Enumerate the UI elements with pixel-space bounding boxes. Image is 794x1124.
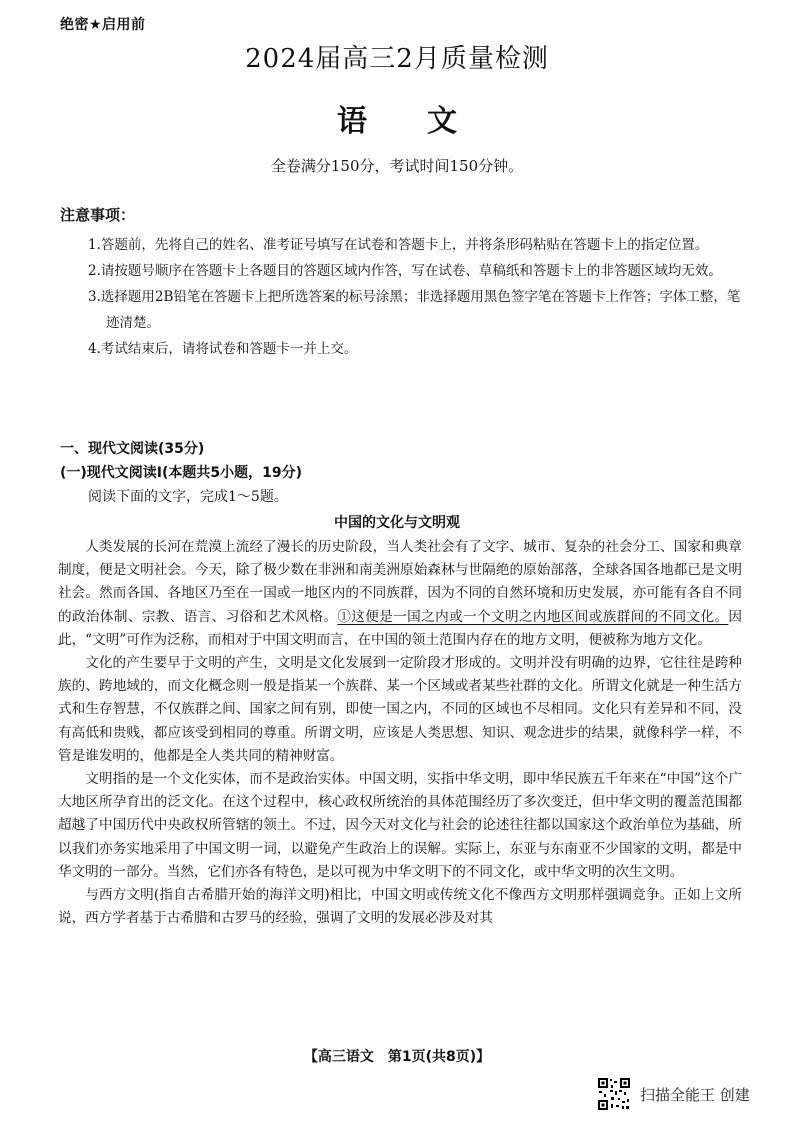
article-paragraph-1 bbox=[58, 536, 742, 652]
full-mark-note: 全卷满分150分，考试时间150分钟。 bbox=[270, 157, 524, 175]
notice-item-4: 4.考试结束后，请将试卷和答题卡一并上交。 bbox=[88, 341, 358, 357]
notice-item-2: 2.请按题号顺序在答题卡上各题目的答题区域内作答，写在试卷、草稿纸和答题卡上的非答题区域均无效。 bbox=[88, 263, 722, 279]
article-paragraph-2: 文化的产生要早于文明的产生，文明是文化发展到一定阶段才形成的。文明并没有明确的边界，它往往是跨种族的、跨地域的，而文化概念则一般是指某一个族群、某一个区域或者某些社群的文化。所谓文化就是一种生活方式和生存智慧，不仅族群之间、国家之间有别，即使一国之内，不同的区域也不尽相同。文化只有差异和不同，没有高低和贵贱，都应该受到相同的尊重。所谓文明，应该是人类思想、知识、观念进步的结果，就像科学一样，不管是谁发明的，他都是全人类共同的精神财富。 bbox=[58, 655, 742, 764]
article-paragraph-3: 文明指的是一个文化实体，而不是政治实体。中国文明，实指中华文明，即中华民族五千年来在“中国”这个广大地区所孕育出的泛文化。在这个过程中，核心政权所统治的具体范围经历了多次变迁，但中华文明的覆盖范围都超越了中国历代中央政权所管辖的领土。不过，因今天对文化与社会的论述往往都以国家这个政治单位为基础，所以我们亦务实地采用了中国文明一词，以避免产生政治上的误解。实际上，东亚与东南亚不少国家的文明，都是中华文明的一部分。当然，它们亦各有特色，是以可视为中华文明下的不同文化，或中华文明的次生文明。 bbox=[58, 771, 742, 880]
notice-item-3: 3.选择题用2B铅笔在答题卡上把所选答案的标号涂黑；非选择题用黑色签字笔在答题卡上作答；字体工整，笔迹清楚。 bbox=[88, 289, 741, 331]
exam-title: 2024届高三2月质量检测 bbox=[245, 44, 549, 74]
subject-char-1: 语 bbox=[337, 104, 367, 139]
section-part-title: 一、现代文阅读(35分) bbox=[60, 441, 205, 457]
notice-item-1: 1.答题前，先将自己的姓名、准考证号填写在试卷和答题卡上，并将条形码粘贴在答题卡上的指定位置。 bbox=[88, 237, 709, 253]
qr-code-icon bbox=[597, 1077, 631, 1111]
section-instruction: 阅读下面的文字，完成1～5题。 bbox=[88, 489, 288, 505]
article-body bbox=[58, 536, 742, 930]
article-title: 中国的文化与文明观 bbox=[334, 515, 460, 531]
section-sub-title: (一)现代文阅读Ⅰ(本题共5小题，19分) bbox=[60, 465, 303, 481]
paragraph-1-text-cont: 因此，“文明”可作为泛称，而相对于中国文明而言，在中国的领土范围内存在的地方文明，便被称为地方文化。 bbox=[58, 608, 743, 648]
notice-list bbox=[88, 232, 748, 362]
subject-title bbox=[0, 96, 794, 140]
underlined-sentence-1: ①这便是一国之内或一个文明之内地区间或族群间的不同文化。 bbox=[337, 608, 729, 625]
scanner-credit: 扫描全能王 创建 bbox=[640, 1086, 750, 1104]
notice-heading: 注意事项： bbox=[60, 206, 136, 224]
article-paragraph-4: 与西方文明(指自古希腊开始的海洋文明)相比，中国文明或传统文化不像西方文明那样强调竞争。正如上文所说，西方学者基于古希腊和古罗马的经验，强调了文明的发展必涉及对其 bbox=[58, 887, 742, 927]
page-footer: 【高三语文 第1页(共8页)】 bbox=[303, 1049, 491, 1065]
paragraph-1-text: 人类发展的长河在荒漠上流经了漫长的历史阶段，当人类社会有了文字、城市、复杂的社会分工、国家和典章制度，便是文明社会。今天，除了极少数在非洲和南美洲原始森林与世隔绝的原始部落，全球各国各地都已是文明社会。然而各国、各地区乃至在一国或一地区内的不同族群，因为不同的自然环境和历史发展，亦可能有各自不同的政治体制、宗教、语言、习俗和艺术风格。 bbox=[58, 539, 742, 625]
subject-char-2: 文 bbox=[427, 104, 457, 139]
confidential-label: 绝密★启用前 bbox=[60, 17, 146, 33]
